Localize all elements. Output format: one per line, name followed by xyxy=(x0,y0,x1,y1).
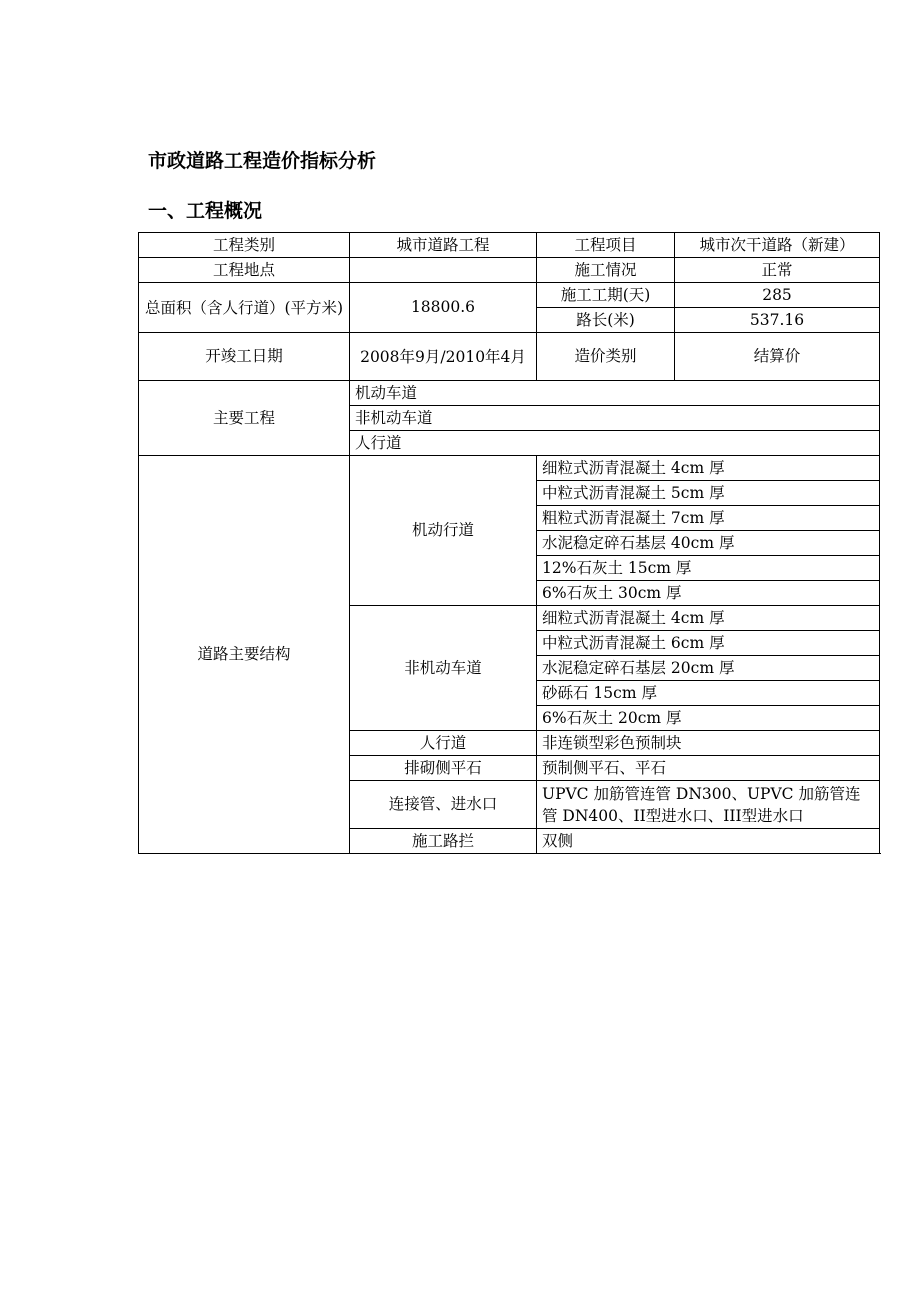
table-row xyxy=(139,283,880,308)
table-row xyxy=(139,233,880,258)
road-length-label: 路长(米) xyxy=(537,308,675,333)
sidewalk-label: 人行道 xyxy=(350,731,537,756)
road-length-value: 537.16 xyxy=(675,308,880,333)
construction-period-value: 285 xyxy=(675,283,880,308)
motor-lane-label: 机动行道 xyxy=(350,456,537,606)
nonmotor-lane-layer: 细粒式沥青混凝土 4cm 厚 xyxy=(537,606,880,631)
motor-lane-layer: 水泥稳定碎石基层 40cm 厚 xyxy=(537,531,880,556)
project-category-value: 城市道路工程 xyxy=(350,233,537,258)
main-works-item: 机动车道 xyxy=(350,381,880,406)
project-location-label: 工程地点 xyxy=(139,258,350,283)
road-barrier-label: 施工路拦 xyxy=(350,829,537,854)
section-heading-overview: 一、工程概况 xyxy=(148,200,263,222)
project-item-label: 工程项目 xyxy=(537,233,675,258)
price-type-value: 结算价 xyxy=(675,333,880,381)
main-works-item: 非机动车道 xyxy=(350,406,880,431)
nonmotor-lane-layer: 砂砾石 15cm 厚 xyxy=(537,681,880,706)
total-area-value: 18800.6 xyxy=(350,283,537,333)
project-location-value xyxy=(350,258,537,283)
curb-stone-value: 预制侧平石、平石 xyxy=(537,756,880,781)
document-title: 市政道路工程造价指标分析 xyxy=(148,150,377,172)
nonmotor-lane-layer: 水泥稳定碎石基层 20cm 厚 xyxy=(537,656,880,681)
table-row xyxy=(139,381,880,406)
table-row xyxy=(139,333,880,381)
motor-lane-layer: 12%石灰土 15cm 厚 xyxy=(537,556,880,581)
nonmotor-lane-layer: 中粒式沥青混凝土 6cm 厚 xyxy=(537,631,880,656)
curb-stone-label: 排砌侧平石 xyxy=(350,756,537,781)
project-item-value: 城市次干道路（新建） xyxy=(675,233,880,258)
total-area-label: 总面积（含人行道）(平方米) xyxy=(139,283,350,333)
start-end-dates-value: 2008年9月/2010年4月 xyxy=(350,333,537,381)
construction-status-value: 正常 xyxy=(675,258,880,283)
construction-status-label: 施工情况 xyxy=(537,258,675,283)
start-end-dates-label: 开竣工日期 xyxy=(139,333,350,381)
road-structure-label: 道路主要结构 xyxy=(139,456,350,854)
table-row xyxy=(139,258,880,283)
motor-lane-layer: 粗粒式沥青混凝土 7cm 厚 xyxy=(537,506,880,531)
pipe-inlet-label: 连接管、进水口 xyxy=(350,781,537,829)
nonmotor-lane-label: 非机动车道 xyxy=(350,606,537,731)
construction-period-label: 施工工期(天) xyxy=(537,283,675,308)
price-type-label: 造价类别 xyxy=(537,333,675,381)
motor-lane-layer: 中粒式沥青混凝土 5cm 厚 xyxy=(537,481,880,506)
main-works-label: 主要工程 xyxy=(139,381,350,456)
project-overview-table xyxy=(138,232,880,854)
motor-lane-layer: 细粒式沥青混凝土 4cm 厚 xyxy=(537,456,880,481)
road-barrier-value: 双侧 xyxy=(537,829,880,854)
nonmotor-lane-layer: 6%石灰土 20cm 厚 xyxy=(537,706,880,731)
sidewalk-value: 非连锁型彩色预制块 xyxy=(537,731,880,756)
project-category-label: 工程类别 xyxy=(139,233,350,258)
motor-lane-layer: 6%石灰土 30cm 厚 xyxy=(537,581,880,606)
table-row xyxy=(139,456,880,481)
pipe-inlet-value: UPVC 加筋管连管 DN300、UPVC 加筋管连管 DN400、II型进水口、III型进水口 xyxy=(537,781,880,829)
main-works-item: 人行道 xyxy=(350,431,880,456)
